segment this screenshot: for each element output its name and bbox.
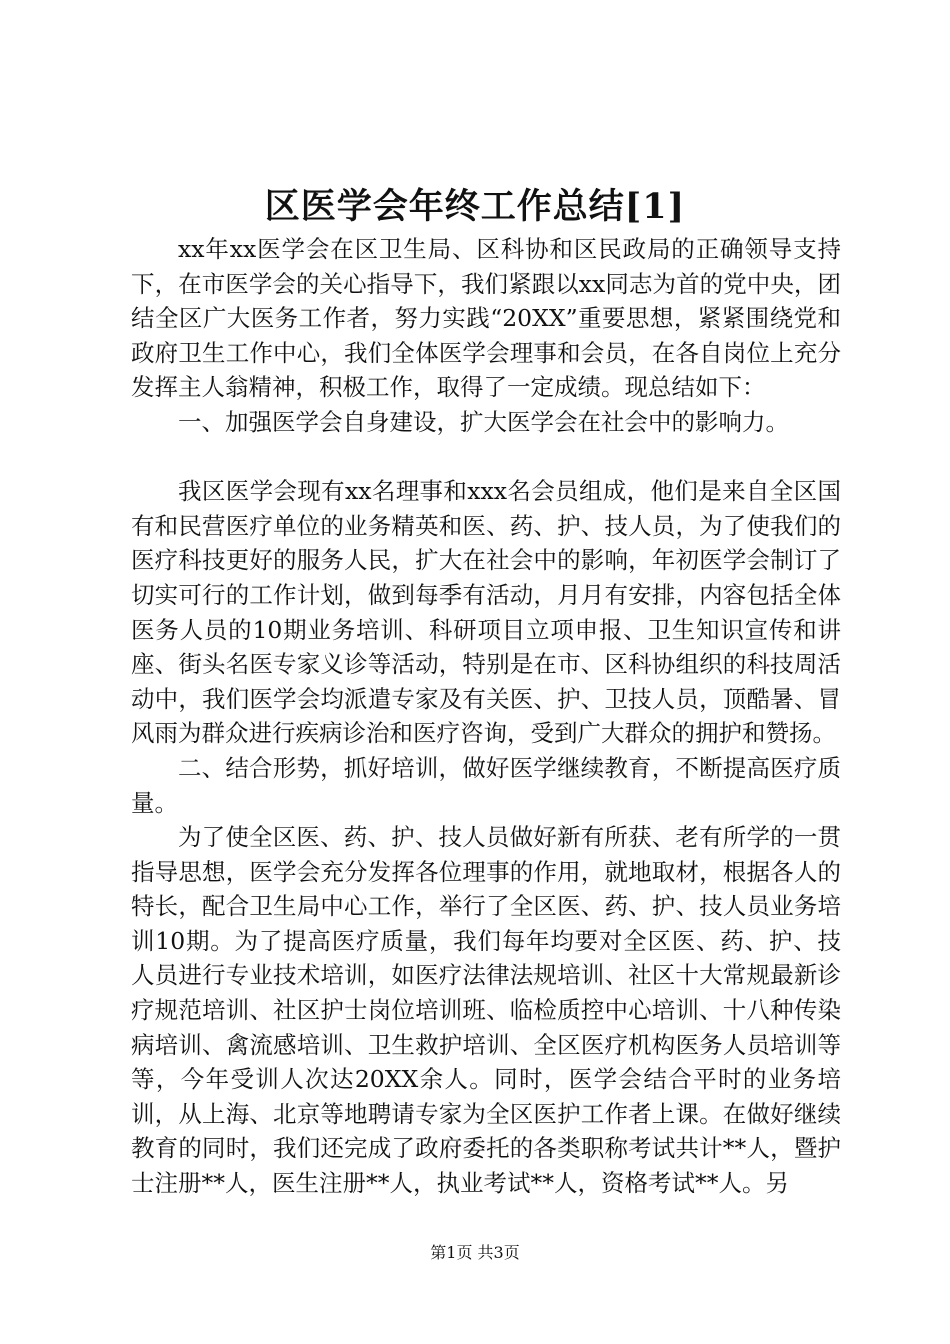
paragraph-section-2: 为了使全区医、药、护、技人员做好新有所获、老有所学的一贯指导思想，医学会充分发挥各位理事的作用，就地取材，根据各人的特长，配合卫生局中心工作，举行了全区医、药、护、技人员业务培训10期。为了提高医疗质量，我们每年均要对全区医、药、护、技人员进行专业技术培训，如医疗法律法规培训、社区十大常规最新诊疗规范培训、社区护士岗位培训班、临检质控中心培训、十八种传染病培训、禽流感培训、卫生救护培训、全区医疗机构医务人员培训等等，今年受训人次达20XX余人。同时，医学会结合平时的业务培训，从上海、北京等地聘请专家为全区医护工作者上课。在做好继续教育的同时，我们还完成了政府委托的各类职称考试共计**人，暨护士注册**人，医生注册**人，执业考试**人，资格考试**人。另 [131,823,841,1198]
section-heading-2: 二、结合形势，抓好培训，做好医学继续教育，不断提高医疗质量。 [131,753,841,817]
paragraph-intro: xx年xx医学会在区卫生局、区科协和区民政局的正确领导支持下，在市医学会的关心指导下，我们紧跟以xx同志为首的党中央，团结全区广大医务工作者，努力实践“20XX”重要思想，紧紧围绕党和政府卫生工作中心，我们全体医学会理事和会员，在各自岗位上充分发挥主人翁精神，积极工作，取得了一定成绩。现总结如下： [131,235,841,402]
document-title: 区医学会年终工作总结[1] [264,186,686,227]
section-heading-1: 一、加强医学会自身建设，扩大医学会在社会中的影响力。 [178,407,789,436]
page-footer: 第1页 共3页 [430,1243,520,1262]
paragraph-section-1: 我区医学会现有xx名理事和xxx名会员组成，他们是来自全区国有和民营医疗单位的业务精英和医、药、护、技人员，为了使我们的医疗科技更好的服务人民，扩大在社会中的影响，年初医学会制订了切实可行的工作计划，做到每季有活动，月月有安排，内容包括全体医务人员的10期业务培训、科研项目立项申报、卫生知识宣传和讲座、街头名医专家义诊等活动，特别是在市、区科协组织的科技周活动中，我们医学会均派遣专家及有关医、护、卫技人员，顶酷暑、冒风雨为群众进行疾病诊治和医疗咨询，受到广大群众的拥护和赞扬。 [131,477,841,748]
document-body [131,232,841,1201]
